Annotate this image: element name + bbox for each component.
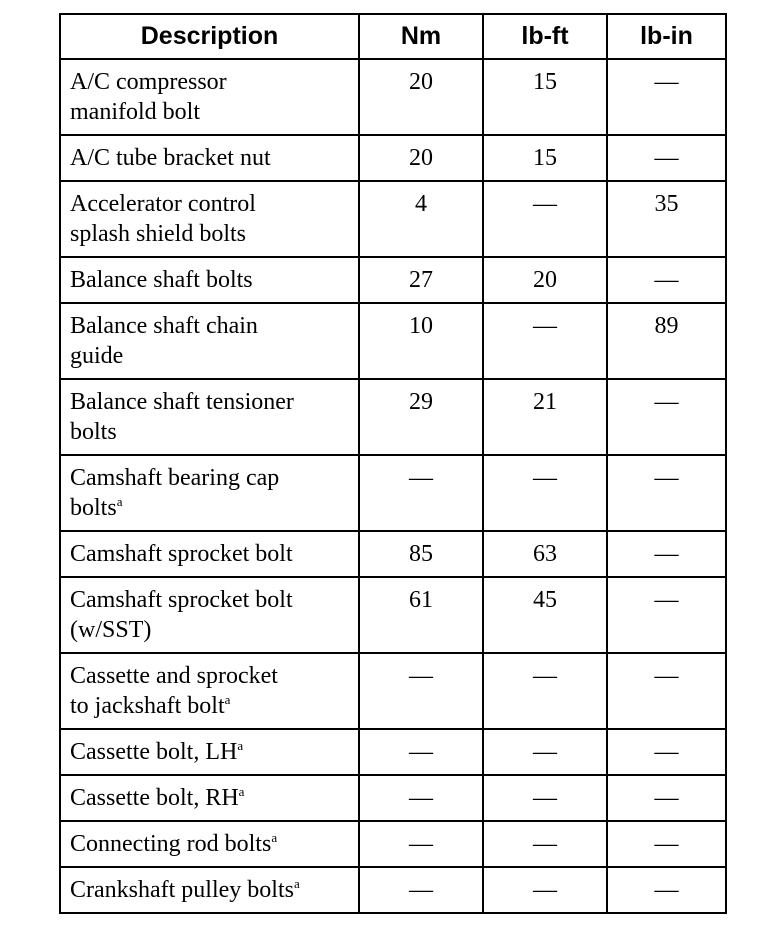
- table-row: [60, 775, 726, 821]
- description-line: Accelerator control: [70, 191, 256, 217]
- lb-in-cell: —: [607, 379, 726, 455]
- lb-ft-cell: —: [483, 821, 607, 867]
- lb-ft-cell: 63: [483, 531, 607, 577]
- lb-ft-cell: 20: [483, 257, 607, 303]
- table-row: [60, 135, 726, 181]
- description-cell: [60, 531, 359, 577]
- description-cell: [60, 867, 359, 913]
- nm-cell: 4: [359, 181, 483, 257]
- table-row: [60, 653, 726, 729]
- description-line: bolts: [70, 419, 117, 445]
- header-row: [60, 14, 726, 59]
- description-cell: [60, 775, 359, 821]
- description-text: [70, 311, 352, 369]
- description-cell: [60, 379, 359, 455]
- nm-cell: —: [359, 775, 483, 821]
- lb-ft-cell: 45: [483, 577, 607, 653]
- lb-ft-cell: —: [483, 455, 607, 531]
- description-line: A/C tube bracket nut: [70, 145, 271, 171]
- lb-ft-cell: —: [483, 729, 607, 775]
- nm-cell: —: [359, 455, 483, 531]
- description-text: [70, 541, 293, 567]
- description-cell: [60, 821, 359, 867]
- lb-in-cell: 89: [607, 303, 726, 379]
- footnote-marker: a: [224, 692, 231, 707]
- table-row: [60, 379, 726, 455]
- description-line: bolts: [70, 495, 117, 521]
- lb-in-cell: —: [607, 577, 726, 653]
- header-lb-in: lb-in: [607, 14, 726, 59]
- description-text: [70, 831, 277, 857]
- lb-ft-cell: —: [483, 303, 607, 379]
- nm-cell: 29: [359, 379, 483, 455]
- description-text: [70, 267, 253, 293]
- torque-spec-table: [59, 13, 727, 914]
- table-row: [60, 181, 726, 257]
- nm-cell: 20: [359, 59, 483, 135]
- description-text: [70, 145, 271, 171]
- description-text: [70, 739, 243, 765]
- header-nm: Nm: [359, 14, 483, 59]
- description-line: manifold bolt: [70, 99, 200, 125]
- header-description: Description: [60, 14, 359, 59]
- description-text: [70, 661, 352, 719]
- nm-cell: —: [359, 729, 483, 775]
- description-line: Connecting rod bolts: [70, 831, 272, 857]
- footnote-marker: a: [116, 494, 123, 509]
- table-row: [60, 303, 726, 379]
- nm-cell: 20: [359, 135, 483, 181]
- footnote-marker: a: [238, 784, 245, 799]
- table-row: [60, 729, 726, 775]
- description-line: A/C compressor: [70, 69, 227, 95]
- lb-in-cell: —: [607, 455, 726, 531]
- description-line: to jackshaft bolt: [70, 693, 225, 719]
- table-header: [60, 14, 726, 59]
- description-line: splash shield bolts: [70, 221, 247, 247]
- table-body: [60, 59, 726, 913]
- description-cell: [60, 729, 359, 775]
- lb-in-cell: —: [607, 729, 726, 775]
- lb-in-cell: —: [607, 775, 726, 821]
- footnote-marker: a: [293, 876, 300, 891]
- lb-ft-cell: —: [483, 867, 607, 913]
- table-row: [60, 821, 726, 867]
- description-text: [70, 189, 352, 247]
- description-line: Camshaft sprocket bolt: [70, 587, 293, 613]
- description-line: Balance shaft chain: [70, 313, 258, 339]
- description-cell: [60, 181, 359, 257]
- lb-in-cell: —: [607, 59, 726, 135]
- description-text: [70, 877, 300, 903]
- table-row: [60, 59, 726, 135]
- lb-ft-cell: 21: [483, 379, 607, 455]
- description-text: [70, 785, 244, 811]
- table-row: [60, 455, 726, 531]
- description-line: Crankshaft pulley bolts: [70, 877, 294, 903]
- nm-cell: —: [359, 653, 483, 729]
- description-line: Cassette bolt, LH: [70, 739, 238, 765]
- header-lb-ft: lb-ft: [483, 14, 607, 59]
- description-cell: [60, 59, 359, 135]
- lb-ft-cell: —: [483, 653, 607, 729]
- description-line: Camshaft bearing cap: [70, 465, 280, 491]
- description-line: Camshaft sprocket bolt: [70, 541, 293, 567]
- table-row: [60, 257, 726, 303]
- lb-ft-cell: —: [483, 181, 607, 257]
- description-cell: [60, 577, 359, 653]
- description-cell: [60, 135, 359, 181]
- description-cell: [60, 455, 359, 531]
- nm-cell: —: [359, 821, 483, 867]
- lb-in-cell: —: [607, 821, 726, 867]
- description-line: Balance shaft tensioner: [70, 389, 294, 415]
- lb-ft-cell: 15: [483, 59, 607, 135]
- description-text: [70, 67, 352, 125]
- description-text: [70, 585, 352, 643]
- nm-cell: 10: [359, 303, 483, 379]
- description-line: Cassette bolt, RH: [70, 785, 239, 811]
- description-line: Cassette and sprocket: [70, 663, 278, 689]
- description-cell: [60, 257, 359, 303]
- nm-cell: 85: [359, 531, 483, 577]
- footnote-marker: a: [271, 830, 278, 845]
- table-row: [60, 531, 726, 577]
- lb-ft-cell: —: [483, 775, 607, 821]
- table-row: [60, 577, 726, 653]
- description-text: [70, 463, 352, 521]
- description-cell: [60, 653, 359, 729]
- description-cell: [60, 303, 359, 379]
- nm-cell: 61: [359, 577, 483, 653]
- nm-cell: —: [359, 867, 483, 913]
- lb-in-cell: —: [607, 867, 726, 913]
- lb-in-cell: —: [607, 257, 726, 303]
- footnote-marker: a: [237, 738, 244, 753]
- lb-in-cell: —: [607, 531, 726, 577]
- description-line: (w/SST): [70, 617, 152, 643]
- lb-in-cell: —: [607, 653, 726, 729]
- nm-cell: 27: [359, 257, 483, 303]
- lb-ft-cell: 15: [483, 135, 607, 181]
- table-row: [60, 867, 726, 913]
- lb-in-cell: —: [607, 135, 726, 181]
- lb-in-cell: 35: [607, 181, 726, 257]
- description-line: Balance shaft bolts: [70, 267, 253, 293]
- description-text: [70, 387, 352, 445]
- description-line: guide: [70, 343, 124, 369]
